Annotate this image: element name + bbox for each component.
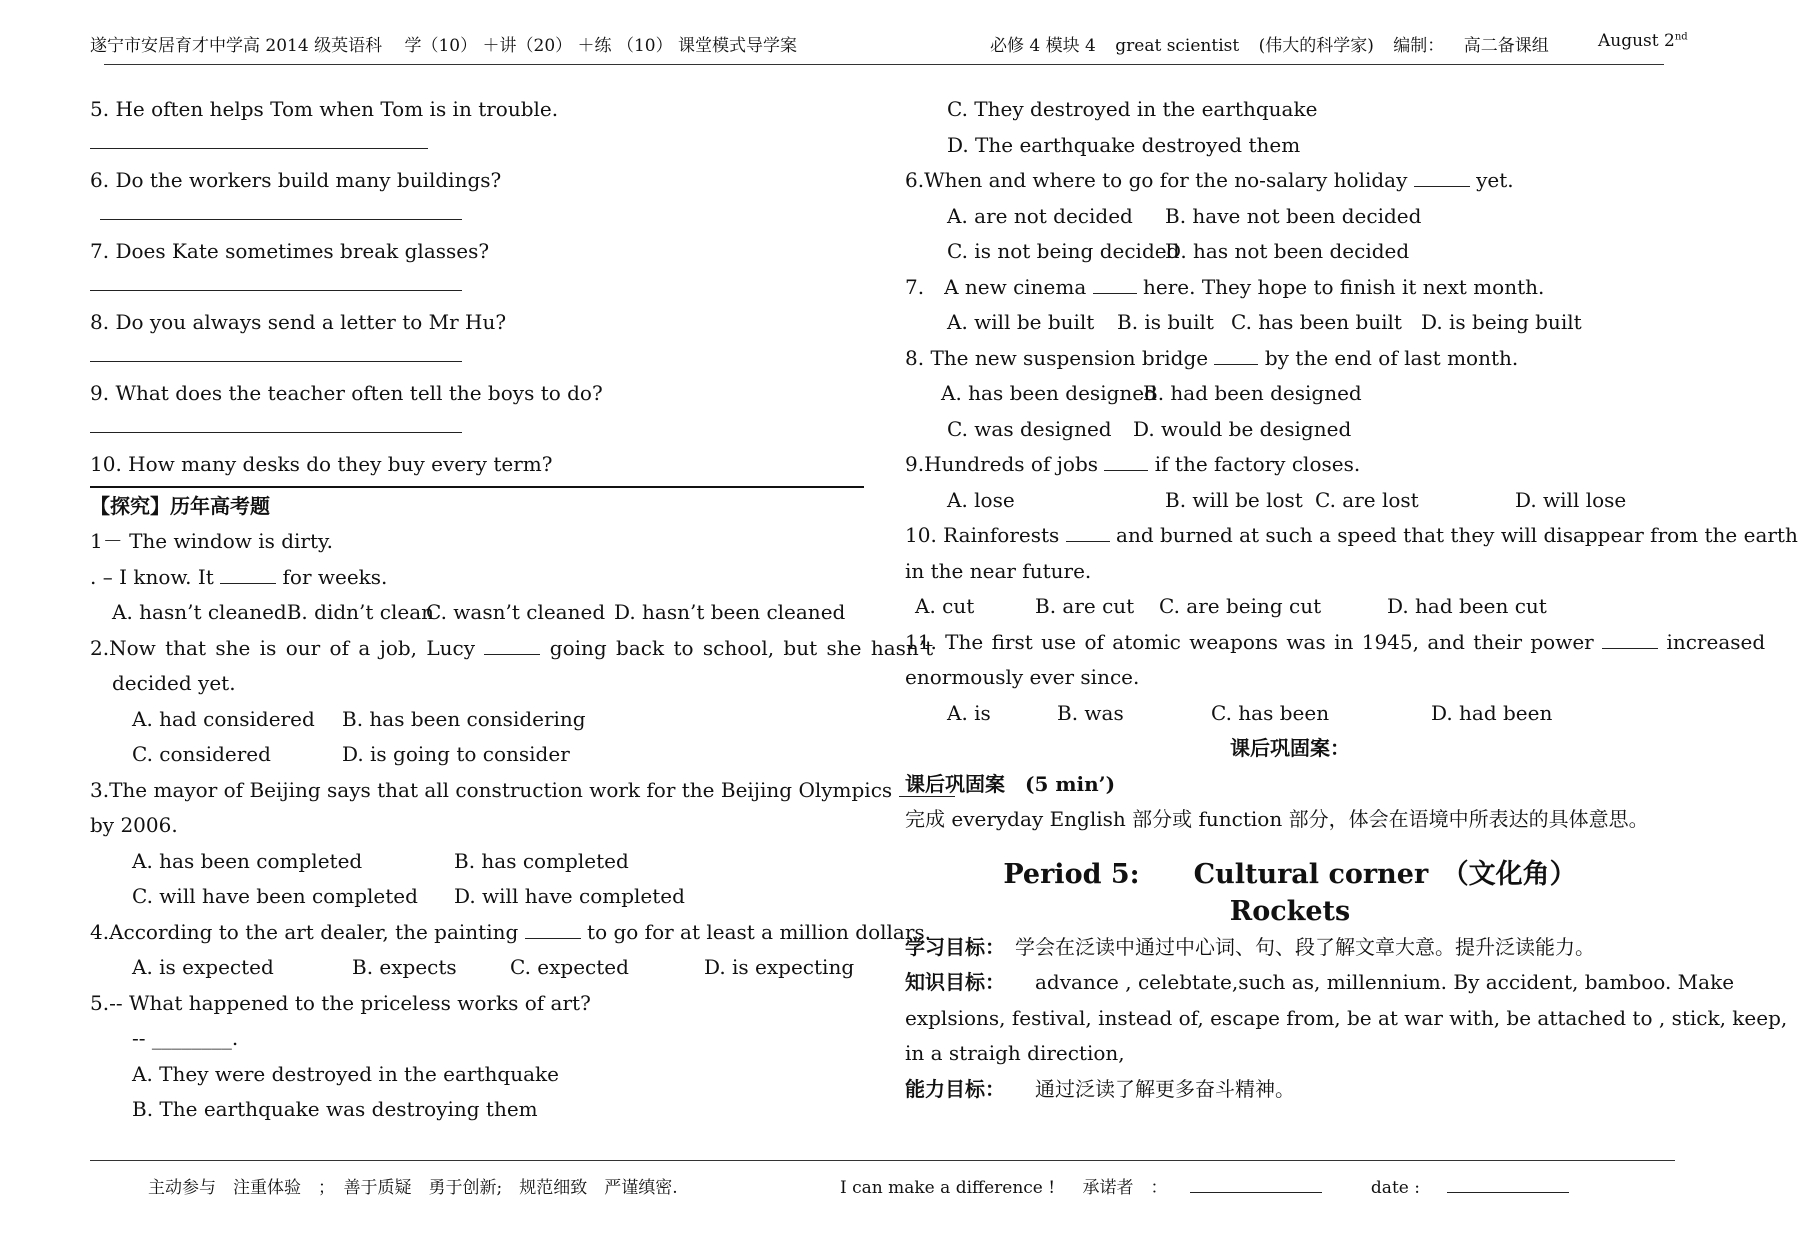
- blank[interactable]: [1104, 456, 1148, 471]
- option[interactable]: B. will be lost: [1165, 487, 1303, 512]
- option[interactable]: B. is built: [1117, 310, 1214, 334]
- exam-q3-options-row2: [90, 879, 864, 915]
- right-column: [905, 92, 1798, 1107]
- answer-blank-7[interactable]: [90, 270, 864, 306]
- option[interactable]: C. was designed: [947, 416, 1112, 441]
- exam-q2-line2: decided yet.: [112, 671, 236, 695]
- exam-q1-line2: . – I know. It for weeks.: [90, 564, 388, 589]
- exam-q11-options: [905, 696, 1675, 732]
- blank[interactable]: [1414, 172, 1470, 187]
- knowledge-goal: 知识目标： advance , celebtate,such as, millennium. By accident, bamboo. Make: [905, 970, 1735, 994]
- option[interactable]: B. are cut: [1035, 594, 1135, 618]
- header-right: [990, 31, 1563, 56]
- option[interactable]: A. has been completed: [132, 848, 363, 873]
- learning-goal: 学习目标： 学会在泛读中通过中心词、句、段了解文章大意。提升泛读能力。: [905, 934, 1595, 959]
- exam-q3-options-row1: [90, 844, 864, 880]
- exam-q3-line2: by 2006.: [90, 813, 178, 837]
- exam-q2-line1: 2.Now that she is our of a job, Lucy going back to school, but she hasn’t: [90, 635, 934, 660]
- answer-blank-8[interactable]: [90, 341, 864, 377]
- option[interactable]: A. They were destroyed in the earthquake: [132, 1061, 559, 1086]
- option[interactable]: A. are not decided: [947, 203, 1133, 228]
- exam-q7-line1: 7. A new cinema here. They hope to finish it next month.: [905, 274, 1545, 299]
- option[interactable]: C. will have been completed: [132, 884, 418, 908]
- exam-q1-options: [90, 595, 864, 631]
- option[interactable]: D. would be designed: [1133, 416, 1352, 441]
- exam-q1-line1: 1－ The window is dirty.: [90, 529, 334, 553]
- option[interactable]: C. has been built: [1231, 310, 1402, 334]
- exam-q11-line2: enormously ever since.: [905, 665, 1140, 689]
- header-date: August 2nd: [1598, 31, 1688, 51]
- option[interactable]: C. are lost: [1315, 487, 1419, 512]
- option[interactable]: D. will lose: [1515, 487, 1627, 512]
- option[interactable]: A. had considered: [132, 706, 315, 731]
- blank[interactable]: [525, 924, 581, 939]
- blank[interactable]: [1093, 279, 1137, 294]
- left-column: [90, 92, 934, 1128]
- option[interactable]: D. is expecting: [704, 955, 855, 979]
- question-5: 5. He often helps Tom when Tom is in trouble.: [90, 97, 559, 121]
- option[interactable]: B. was: [1057, 700, 1124, 725]
- question-6: 6. Do the workers build many buildings?: [90, 168, 502, 192]
- after-class-text: 完成 everyday English 部分或 function 部分，体会在语境中所表达的具体意思。: [905, 807, 1649, 831]
- option[interactable]: B. has been considering: [342, 706, 586, 731]
- blank[interactable]: [1214, 350, 1258, 365]
- section-title: 【探究】历年高考题: [90, 493, 270, 518]
- option[interactable]: D. had been cut: [1387, 594, 1547, 618]
- option[interactable]: D. had been: [1431, 700, 1553, 725]
- exam-q8-options-row1: [905, 376, 1675, 412]
- header-module: 必修 4 模块 4: [990, 36, 1096, 56]
- knowledge-goal-line2: explsions, festival, instead of, escape from, be at war with, be attached to , stick, keep,: [905, 1005, 1788, 1030]
- header-rule: [104, 64, 1664, 65]
- period-subtitle: Rockets: [1229, 895, 1351, 927]
- option[interactable]: C. has been: [1211, 700, 1330, 725]
- option[interactable]: B. The earthquake was destroying them: [132, 1097, 538, 1121]
- option[interactable]: C. expected: [510, 955, 629, 979]
- option[interactable]: B. have not been decided: [1165, 203, 1422, 228]
- footer-right: [840, 1173, 1613, 1198]
- after-class-label: 课后巩固案 (5 min’): [905, 771, 1116, 796]
- option[interactable]: A. is expected: [132, 955, 274, 979]
- exam-q10-line1: 10. Rainforests and burned at such a speed that they will disappear from the earth: [905, 523, 1798, 547]
- option[interactable]: B. had been designed: [1143, 381, 1362, 405]
- footer-motto: I can make a difference !: [840, 1178, 1056, 1198]
- blank[interactable]: [484, 640, 540, 655]
- exam-q8-options-row2: [905, 412, 1675, 448]
- answer-blank-9[interactable]: [90, 412, 864, 448]
- knowledge-goal-line3: in a straigh direction,: [905, 1041, 1125, 1065]
- option[interactable]: A. cut: [915, 594, 975, 618]
- option[interactable]: D. has not been decided: [1165, 239, 1410, 263]
- header-editor: 高二备课组: [1463, 36, 1549, 56]
- exam-q2-options-row2: [90, 737, 864, 773]
- footer-rule: [90, 1160, 1675, 1161]
- answer-blank-5[interactable]: [90, 128, 864, 164]
- blank[interactable]: [1066, 527, 1110, 542]
- header-left: 遂宁市安居育才中学高 2014 级英语科 学（10） ＋讲（20） ＋练 （10） 课堂模式导学案: [90, 36, 797, 56]
- exam-q9-options: [905, 483, 1675, 519]
- option[interactable]: C. wasn’t cleaned: [426, 600, 606, 624]
- question-8: 8. Do you always send a letter to Mr Hu?: [90, 310, 507, 334]
- option[interactable]: A. will be built: [947, 310, 1095, 334]
- footer-slogan: 主动参与 注重体验 ； 善于质疑 勇于创新; 规范细致 严谨缜密.: [148, 1178, 678, 1198]
- exam-q5-line2: -- ________.: [132, 1026, 239, 1050]
- option[interactable]: A. hasn’t cleanedB. didn’t clean: [112, 600, 435, 624]
- blank[interactable]: [220, 569, 276, 584]
- option[interactable]: A. has been designed: [941, 381, 1157, 405]
- exam-q6-options-row1: [905, 199, 1675, 235]
- option[interactable]: D. hasn’t been cleaned: [614, 600, 846, 624]
- option[interactable]: A. lose: [947, 487, 1015, 512]
- footer-date-label: date :: [1371, 1178, 1591, 1198]
- option[interactable]: B. expects: [352, 955, 457, 979]
- exam-q11-line1: 11. The first use of atomic weapons was in 1945, and their power increased: [905, 629, 1766, 654]
- option[interactable]: D. The earthquake destroyed them: [947, 132, 1301, 157]
- after-class-title: 课后巩固案：: [1230, 736, 1350, 760]
- exam-q10-line2: in the near future.: [905, 558, 1092, 583]
- question-7: 7. Does Kate sometimes break glasses?: [90, 239, 490, 263]
- exam-q10-options: [905, 589, 1675, 625]
- exam-q4-options: [90, 950, 864, 986]
- question-9: 9. What does the teacher often tell the boys to do?: [90, 381, 603, 405]
- header-topic-cn: (伟大的科学家): [1258, 36, 1374, 56]
- exam-q6-line1: 6.When and where to go for the no-salary holiday yet.: [905, 168, 1514, 192]
- answer-blank-6[interactable]: [90, 199, 864, 235]
- option[interactable]: D. will have completed: [454, 884, 685, 908]
- blank[interactable]: [1602, 634, 1658, 649]
- exam-q7-options: [905, 305, 1675, 341]
- section-divider: [90, 486, 864, 488]
- option[interactable]: D. is being built: [1421, 310, 1582, 334]
- ability-goal: 能力目标： 通过泛读了解更多奋斗精神。: [905, 1076, 1295, 1101]
- period-title: Period 5: Cultural corner （文化角）: [1003, 858, 1577, 890]
- footer-promise-label: 承诺者 ：: [1083, 1178, 1344, 1198]
- header-topic: great scientist: [1115, 36, 1240, 56]
- promise-blank[interactable]: [1190, 1178, 1322, 1193]
- option[interactable]: C. considered: [132, 742, 271, 766]
- exam-q3-line1: 3.The mayor of Beijing says that all construction work for the Beijing Olympics: [90, 773, 864, 809]
- exam-q2-options-row1: [90, 702, 864, 738]
- exam-q9-line1: 9.Hundreds of jobs if the factory closes.: [905, 452, 1361, 476]
- exam-q6-options-row2: [905, 234, 1675, 270]
- option[interactable]: C. is not being decided: [947, 239, 1180, 263]
- question-10: 10. How many desks do they buy every term?: [90, 452, 553, 476]
- header-editor-label: 编制：: [1393, 36, 1445, 56]
- option[interactable]: B. has completed: [454, 848, 629, 873]
- exam-q5-line1: 5.-- What happened to the priceless works of art?: [90, 990, 591, 1015]
- option[interactable]: C. are being cut: [1159, 594, 1322, 618]
- option[interactable]: D. is going to consider: [342, 742, 570, 766]
- option[interactable]: A. is: [947, 700, 991, 725]
- exam-q8-line1: 8. The new suspension bridge by the end of last month.: [905, 345, 1519, 370]
- option[interactable]: C. They destroyed in the earthquake: [947, 97, 1318, 121]
- exam-q4-line1: 4.According to the art dealer, the painting to go for at least a million dollars.: [90, 919, 932, 944]
- date-blank[interactable]: [1447, 1178, 1569, 1193]
